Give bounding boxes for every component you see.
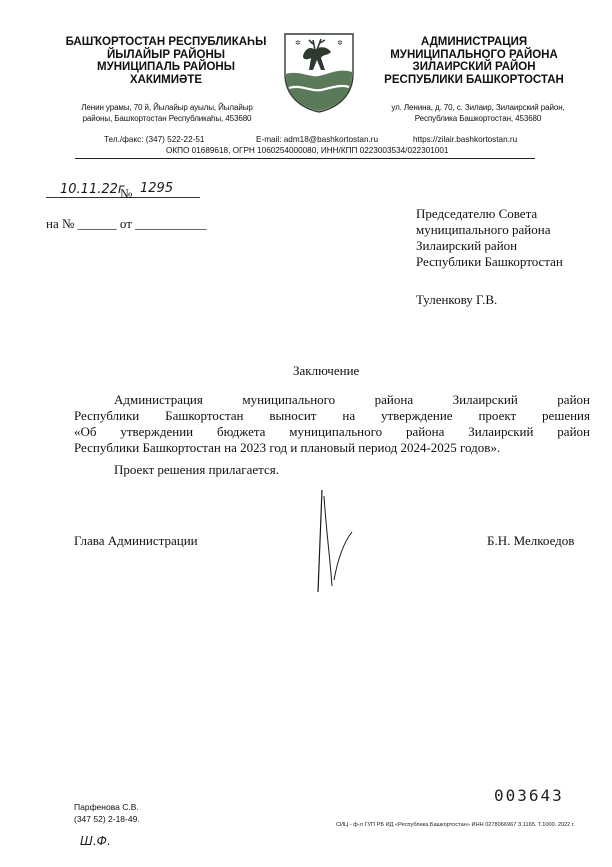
- header-website[interactable]: https://zilair.bashkortostan.ru: [413, 135, 518, 144]
- header-left-title: БАШҠОРТОСТАН РЕСПУБЛИКАҺЫ ЙЫЛАЙЫР РАЙОНЫ МУНИЦИПАЛЬ РАЙОНЫ ХАКИМИӘТЕ: [65, 36, 267, 86]
- emblem-graphic: [281, 30, 357, 114]
- signatory-name: Б.Н. Мелкоедов: [487, 533, 575, 548]
- header-right-title: АДМИНИСТРАЦИЯ МУНИЦИПАЛЬНОГО РАЙОНА ЗИЛАИРСКИЙ РАЙОН РЕСПУБЛИКИ БАШКОРТОСТАН: [384, 36, 564, 86]
- registration-date: 10.11.22г: [60, 182, 125, 197]
- coat-of-arms-emblem: [281, 30, 357, 114]
- header-phone: Тел./факс: (347) 522-22-51: [104, 135, 205, 144]
- serial-number: 003643: [494, 786, 564, 805]
- printer-imprint: СИЦ - ф-л ГУП РБ ИД «Республика Башкортостан» ИНН 0278066967 З.1165. Т.1000. 2022 г.: [336, 822, 575, 828]
- signature-strokes: [300, 488, 370, 598]
- handwritten-signature: [300, 488, 370, 598]
- header-codes: ОКПО 01689618, ОГРН 1060254000080, ИНН/КПП 0223003534/022301001: [166, 146, 449, 155]
- header-right-address: ул. Ленина, д. 70, с. Зилаир, Зилаирский район, Республика Башкортостан, 453680: [391, 103, 565, 123]
- attachment-note: Проект решения прилагается.: [114, 462, 279, 477]
- body-line-4: Республики Башкортостан на 2023 год и плановый период 2024-2025 годов».: [74, 440, 501, 455]
- executor-phone: (347 52) 2-18-49.: [74, 814, 140, 824]
- body-paragraph: [74, 392, 590, 456]
- body-line-3: «Об утверждении бюджета муниципального района Зилаирский район: [74, 424, 590, 439]
- header-divider: [75, 158, 535, 159]
- registration-number: 1295: [140, 181, 174, 196]
- recipient-block: Председателю Совета муниципального района Зилаирский район Республики Башкортостан: [416, 206, 563, 269]
- signature-position: Глава Администрации: [74, 533, 198, 548]
- body-line-2: Республики Башкортостан выносит на утверждение проект решения: [74, 408, 590, 423]
- header-email[interactable]: E-mail: adm18@bashkortostan.ru: [256, 135, 379, 144]
- document-title: Заключение: [293, 363, 360, 378]
- recipient-name: Туленкову Г.В.: [416, 292, 498, 307]
- header-left-address: Ленин урамы, 70 й, Йылайыр ауылы, Йылайыр районы, Башҡортостан Республикаһы, 453680: [81, 103, 253, 123]
- svg-text:✲: ✲: [337, 39, 343, 47]
- body-line-1: Администрация муниципального района Зилаирский район: [114, 392, 590, 407]
- reference-line: на № ______ от ___________: [46, 216, 207, 231]
- executor-name: Парфенова С.В.: [74, 802, 139, 812]
- executor-initials: Ш.Ф.: [80, 834, 111, 848]
- registration-number-label: №: [120, 186, 133, 201]
- svg-text:✲: ✲: [295, 39, 301, 47]
